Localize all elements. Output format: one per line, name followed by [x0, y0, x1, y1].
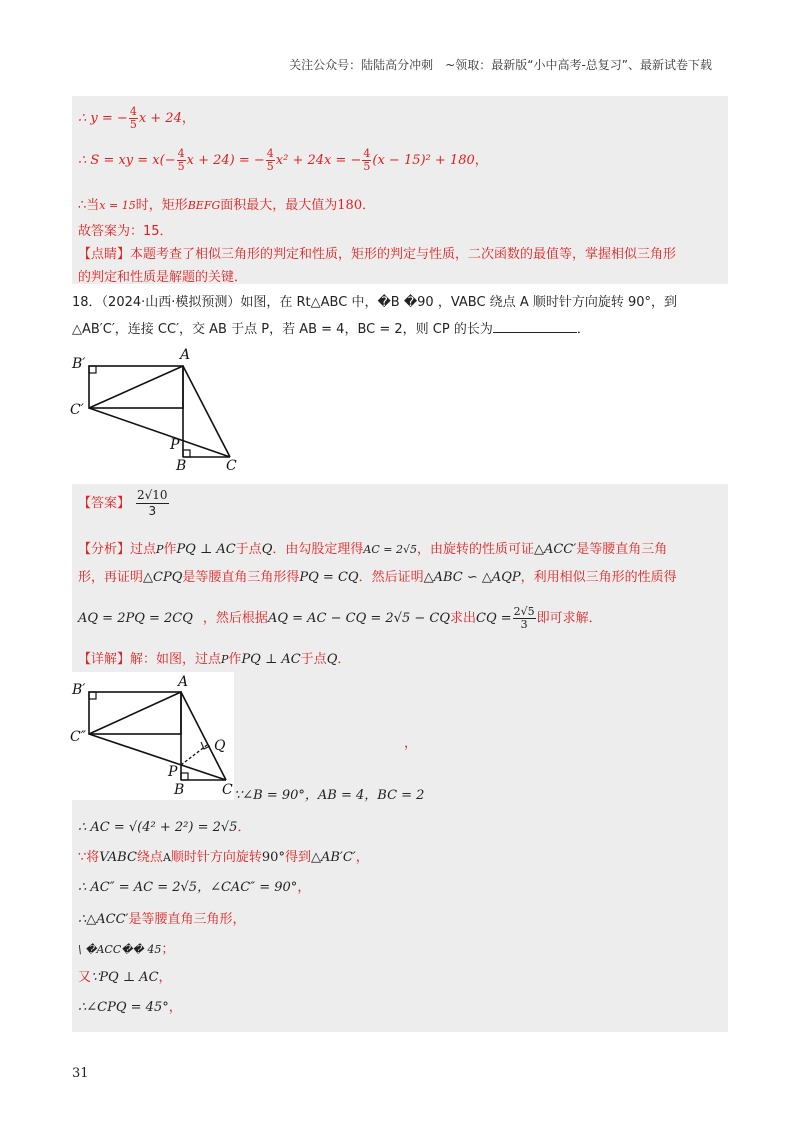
label-c: C	[222, 782, 233, 798]
question-18-line-1: 18．（2024·山西·模拟预测）如图，在 Rt△ABC 中，�B �90 ，VABC 绕点 A 顺时针方向旋转 90°，到	[72, 295, 678, 310]
step-ac: ∴ AC = √(4² + 2²) = 2√5．	[78, 820, 251, 835]
analysis-line-1: 【分析】过点P作PQ ⊥ AC于点Q．由勾股定理得AC = 2√5，由旋转的性质可证△ACC′是等腰直角三角	[78, 542, 668, 557]
label-p: P	[170, 437, 180, 453]
comment-line-1: 【点睛】本题考查了相似三角形的判定和性质，矩形的判定与性质，二次函数的最值等，掌握相似三角形	[78, 247, 677, 262]
analysis-line-2: 形，再证明△CPQ是等腰直角三角形得PQ = CQ．然后证明△ABC ∽ △AQP，利用相似三角形的性质得	[78, 570, 677, 585]
label-c-prime: C′	[70, 402, 84, 418]
label-c-double-prime: C″	[70, 729, 86, 745]
stray-comma: ，	[404, 736, 418, 751]
equation-line-y: ∴ y = − $\frac{4}{5}$ x + 24，	[78, 105, 195, 131]
step-angle-45: \ �ACC�� 45；	[78, 942, 175, 957]
step-rotation: ∵将VABC绕点A顺时针方向旋转90°得到△AB′C′，	[78, 850, 369, 865]
label-a: A	[180, 347, 191, 363]
answer-blank	[493, 320, 577, 333]
given-line: ∵∠B = 90°，AB = 4，BC = 2	[234, 788, 425, 803]
page-number: 31	[72, 1066, 89, 1081]
label-b-prime: B′	[72, 682, 86, 698]
step-angle-cpq: ∴∠CPQ = 45°，	[78, 1000, 182, 1015]
label-a: A	[178, 674, 189, 690]
geometry-figure-1	[70, 344, 250, 474]
step-equal-sides: ∴ AC″ = AC = 2√5，∠CAC″ = 90°，	[78, 880, 311, 895]
label-q: Q	[214, 738, 226, 754]
comment-line-2: 的判定和性质是解题的关键．	[78, 270, 248, 285]
max-area-line: ∴当x = 15时，矩形BEFG面积最大，最大值为180．	[78, 198, 376, 213]
answer-row: 【答案】 $\frac{2√10}{3}$	[78, 488, 168, 518]
label-p: P	[168, 764, 178, 780]
detail-line-1: 【详解】解：如图，过点P作PQ ⊥ AC于点Q．	[78, 652, 351, 667]
step-isosceles: ∴△ACC′是等腰直角三角形，	[78, 912, 246, 927]
page-header: 关注公众号：陆陆高分冲刺 ~领取：最新版“小中高考-总复习”、最新试卷下载	[289, 58, 712, 72]
label-b-prime: B′	[72, 356, 86, 372]
answer-line: 故答案为：15．	[78, 224, 173, 239]
analysis-line-3: AQ = 2PQ = 2CQ ，然后根据AQ = AC − CQ = 2√5 − CQ求出CQ = $\frac{2√5}{3}$ 即可求解．	[78, 605, 602, 631]
label-c: C	[226, 458, 237, 474]
label-b: B	[174, 782, 185, 798]
step-perpendicular: 又∵PQ ⊥ AC，	[78, 970, 172, 985]
question-18-line-2: △AB′C′，连接 CC′，交 AB 于点 P，若 AB = 4，BC = 2，则 CP 的长为 ．	[72, 322, 590, 337]
label-b: B	[176, 458, 187, 474]
geometry-figure-2	[70, 672, 234, 800]
equation-line-area: ∴ S = xy = x(− $\frac{4}{5}$ x + 24) = − $\frac{4}{5}$ x² + 24x = − $\frac{4}{5}$ (x − 15)² + 180，	[78, 147, 488, 173]
